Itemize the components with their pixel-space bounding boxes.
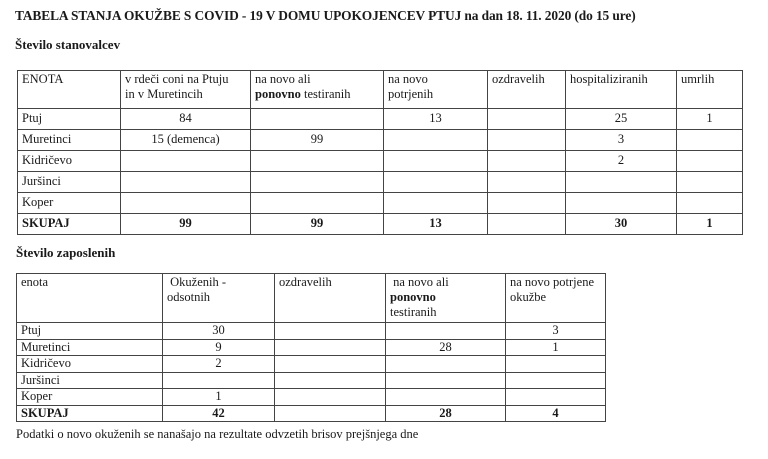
value-cell: 1 xyxy=(677,109,743,130)
header-cell xyxy=(386,274,506,323)
value-cell xyxy=(488,130,566,151)
value-cell: 2 xyxy=(566,151,677,172)
value-cell xyxy=(275,372,386,389)
unit-cell: Koper xyxy=(17,389,163,406)
value-cell xyxy=(275,356,386,373)
unit-cell: Kidričevo xyxy=(18,151,121,172)
employees-header-row xyxy=(17,274,606,323)
table-row xyxy=(17,356,606,373)
header-text-bold: ponovno xyxy=(255,87,301,101)
header-cell xyxy=(163,274,275,323)
value-cell xyxy=(251,193,384,214)
header-cell xyxy=(506,274,606,323)
value-cell xyxy=(163,372,275,389)
header-cell xyxy=(17,274,163,323)
header-text: testiranih xyxy=(390,305,437,319)
header-text: na novo xyxy=(388,72,428,86)
header-cell xyxy=(384,71,488,109)
value-cell xyxy=(386,356,506,373)
value-cell: 15 (demenca) xyxy=(121,130,251,151)
table-row xyxy=(18,109,743,130)
value-cell xyxy=(121,193,251,214)
value-cell xyxy=(677,172,743,193)
table-row xyxy=(18,172,743,193)
value-cell xyxy=(386,323,506,340)
total-row xyxy=(17,405,606,422)
header-text: v rdeči coni na Ptuju xyxy=(125,72,229,86)
total-cell: 4 xyxy=(506,405,606,422)
value-cell: 9 xyxy=(163,339,275,356)
unit-cell: Juršinci xyxy=(18,172,121,193)
value-cell: 13 xyxy=(384,109,488,130)
value-cell: 84 xyxy=(121,109,251,130)
unit-cell: Muretinci xyxy=(18,130,121,151)
header-text: hospitaliziranih xyxy=(570,72,648,86)
unit-cell: Ptuj xyxy=(17,323,163,340)
value-cell xyxy=(121,151,251,172)
value-cell xyxy=(386,372,506,389)
total-row xyxy=(18,214,743,235)
value-cell xyxy=(384,193,488,214)
value-cell xyxy=(506,356,606,373)
residents-heading: Število stanovalcev xyxy=(15,37,121,52)
value-cell: 1 xyxy=(506,339,606,356)
residents-header-row xyxy=(18,71,743,109)
header-text: ENOTA xyxy=(22,72,64,86)
value-cell xyxy=(121,172,251,193)
value-cell xyxy=(384,151,488,172)
table-row xyxy=(17,339,606,356)
value-cell: 3 xyxy=(506,323,606,340)
table-row xyxy=(18,151,743,172)
unit-cell: Kidričevo xyxy=(17,356,163,373)
header-text: na novo ali xyxy=(390,275,449,289)
value-cell: 30 xyxy=(163,323,275,340)
residents-table xyxy=(17,70,743,235)
total-cell: 13 xyxy=(384,214,488,235)
value-cell: 28 xyxy=(386,339,506,356)
header-text: Okuženih - xyxy=(167,275,227,289)
value-cell xyxy=(275,389,386,406)
header-text-bold: ponovno xyxy=(390,290,436,304)
total-cell: 1 xyxy=(677,214,743,235)
header-text: testiranih xyxy=(300,87,351,101)
value-cell xyxy=(251,109,384,130)
unit-cell: Koper xyxy=(18,193,121,214)
footer-note: Podatki o novo okuženih se nanašajo na rezultate odvzetih brisov prejšnjega dne xyxy=(16,427,419,441)
header-cell xyxy=(121,71,251,109)
employees-table xyxy=(16,273,606,422)
unit-cell: Juršinci xyxy=(17,372,163,389)
table-row xyxy=(17,372,606,389)
header-text: in v Muretincih xyxy=(125,87,203,101)
header-text: potrjenih xyxy=(388,87,434,101)
total-label: SKUPAJ xyxy=(18,214,121,235)
value-cell xyxy=(506,372,606,389)
header-cell xyxy=(488,71,566,109)
document-title: TABELA STANJA OKUŽBE S COVID - 19 V DOMU UPOKOJENCEV PTUJ na dan 18. 11. 2020 (do 15 ure) xyxy=(15,8,636,23)
value-cell xyxy=(566,193,677,214)
value-cell: 99 xyxy=(251,130,384,151)
table-row xyxy=(17,323,606,340)
value-cell: 3 xyxy=(566,130,677,151)
header-text: na novo potrjene xyxy=(510,275,595,289)
value-cell xyxy=(488,109,566,130)
value-cell xyxy=(251,172,384,193)
header-text: odsotnih xyxy=(167,290,211,304)
header-cell xyxy=(251,71,384,109)
value-cell xyxy=(677,151,743,172)
value-cell xyxy=(677,193,743,214)
total-cell: 28 xyxy=(386,405,506,422)
value-cell: 2 xyxy=(163,356,275,373)
value-cell xyxy=(488,193,566,214)
unit-cell: Ptuj xyxy=(18,109,121,130)
total-cell: 42 xyxy=(163,405,275,422)
total-cell: 99 xyxy=(251,214,384,235)
table-row xyxy=(18,193,743,214)
total-cell: 99 xyxy=(121,214,251,235)
total-cell: 30 xyxy=(566,214,677,235)
value-cell xyxy=(386,389,506,406)
value-cell xyxy=(506,389,606,406)
employees-heading: Število zaposlenih xyxy=(16,245,116,260)
header-text: umrlih xyxy=(681,72,715,86)
header-text: ozdravelih xyxy=(492,72,545,86)
value-cell xyxy=(488,172,566,193)
value-cell xyxy=(384,172,488,193)
value-cell: 1 xyxy=(163,389,275,406)
header-text: ozdravelih xyxy=(279,275,332,289)
value-cell xyxy=(488,151,566,172)
header-cell xyxy=(566,71,677,109)
total-cell xyxy=(488,214,566,235)
unit-cell: Muretinci xyxy=(17,339,163,356)
value-cell xyxy=(275,323,386,340)
value-cell xyxy=(677,130,743,151)
value-cell xyxy=(275,339,386,356)
table-row xyxy=(18,130,743,151)
header-cell xyxy=(275,274,386,323)
table-row xyxy=(17,389,606,406)
header-text: okužbe xyxy=(510,290,547,304)
total-label: SKUPAJ xyxy=(17,405,163,422)
total-cell xyxy=(275,405,386,422)
header-text: enota xyxy=(21,275,49,289)
header-cell xyxy=(677,71,743,109)
value-cell xyxy=(251,151,384,172)
value-cell xyxy=(384,130,488,151)
value-cell: 25 xyxy=(566,109,677,130)
header-text: na novo ali xyxy=(255,72,311,86)
header-cell xyxy=(18,71,121,109)
value-cell xyxy=(566,172,677,193)
